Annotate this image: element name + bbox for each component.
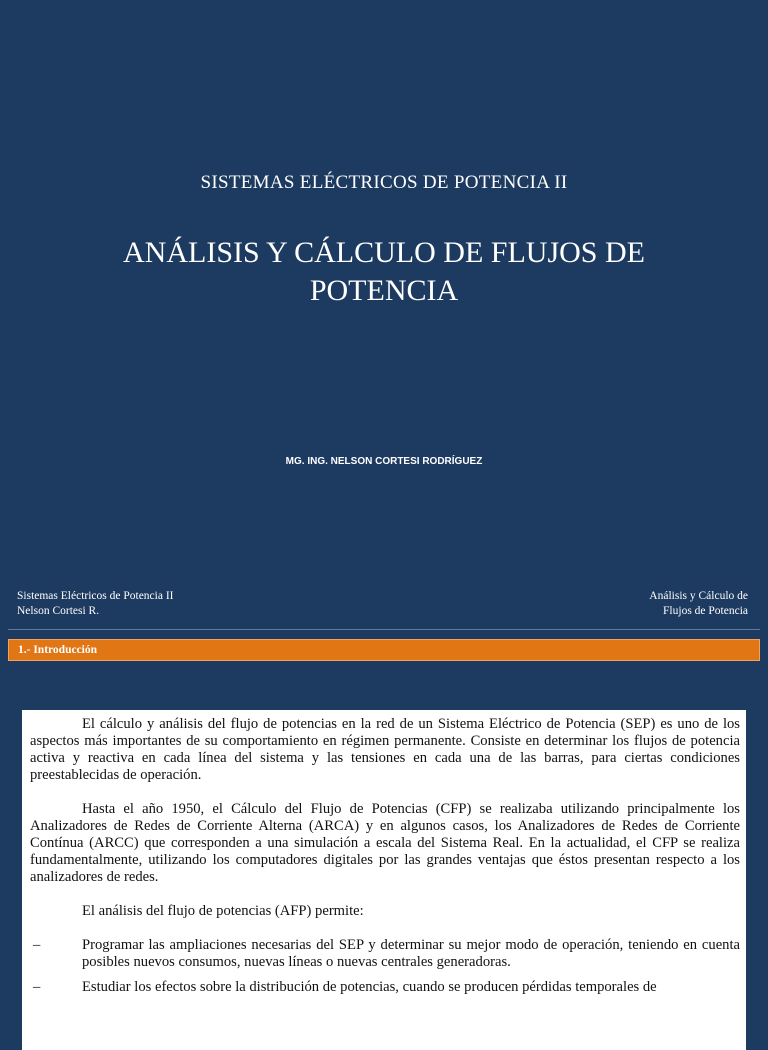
paragraph-3: El análisis del flujo de potencias (AFP) permite: [82,903,364,919]
author-name: MG. ING. NELSON CORTESI RODRÍGUEZ [285,456,483,467]
section-heading: 1.- Introducción [8,639,760,661]
paragraph-1: El cálculo y análisis del flujo de potencias en la red de un Sistema Eléctrico de Potencia (SEP) es uno de los aspectos más importantes de su comportamiento en régimen permanente. Consiste en determinar los flujos de potencia activa y reactiva en cada línea del sistema y las tensiones en cada una de las barras, para ciertas condiciones preestablecidas de operación. [30,716,740,783]
list-item [30,979,740,996]
page-header-right [649,589,748,619]
header-course-name: Sistemas Eléctricos de Potencia II [17,590,174,602]
bullet-dash: – [33,937,41,953]
header-topic-line1: Análisis y Cálculo de [649,590,748,602]
header-topic-line2: Flujos de Potencia [663,605,748,617]
list-item [30,937,740,971]
list-item-text: Estudiar los efectos sobre la distribución de potencias, cuando se producen pérdidas temporales de [82,979,657,995]
header-author-name: Nelson Cortesi R. [17,605,100,617]
bullet-dash: – [33,979,41,995]
header-divider [8,629,760,630]
document-body [22,710,746,1050]
course-title: SISTEMAS ELÉCTRICOS DE POTENCIA II [200,172,568,193]
document-title: ANÁLISIS Y CÁLCULO DE FLUJOS DE POTENCIA [123,236,645,307]
list-item-text: Programar las ampliaciones necesarias del SEP y determinar su mejor modo de operación, teniendo en cuenta posibles nuevos consumos, nuevas líneas o nuevas centrales generadoras. [82,937,740,970]
paragraph-2: Hasta el año 1950, el Cálculo del Flujo de Potencias (CFP) se realizaba utilizando principalmente los Analizadores de Redes de Corriente Alterna (ARCA) y en algunos casos, los Analizadores de Redes de Corriente Contínua (ARCC) que corresponden a una simulación a escala del Sistema Real. En la actualidad, el CFP se realiza fundamentalmente, utilizando los computadores digitales por las grandes ventajas que éstos presentan respecto a los analizadores de redes. [30,801,740,885]
page-header-left [17,589,173,619]
